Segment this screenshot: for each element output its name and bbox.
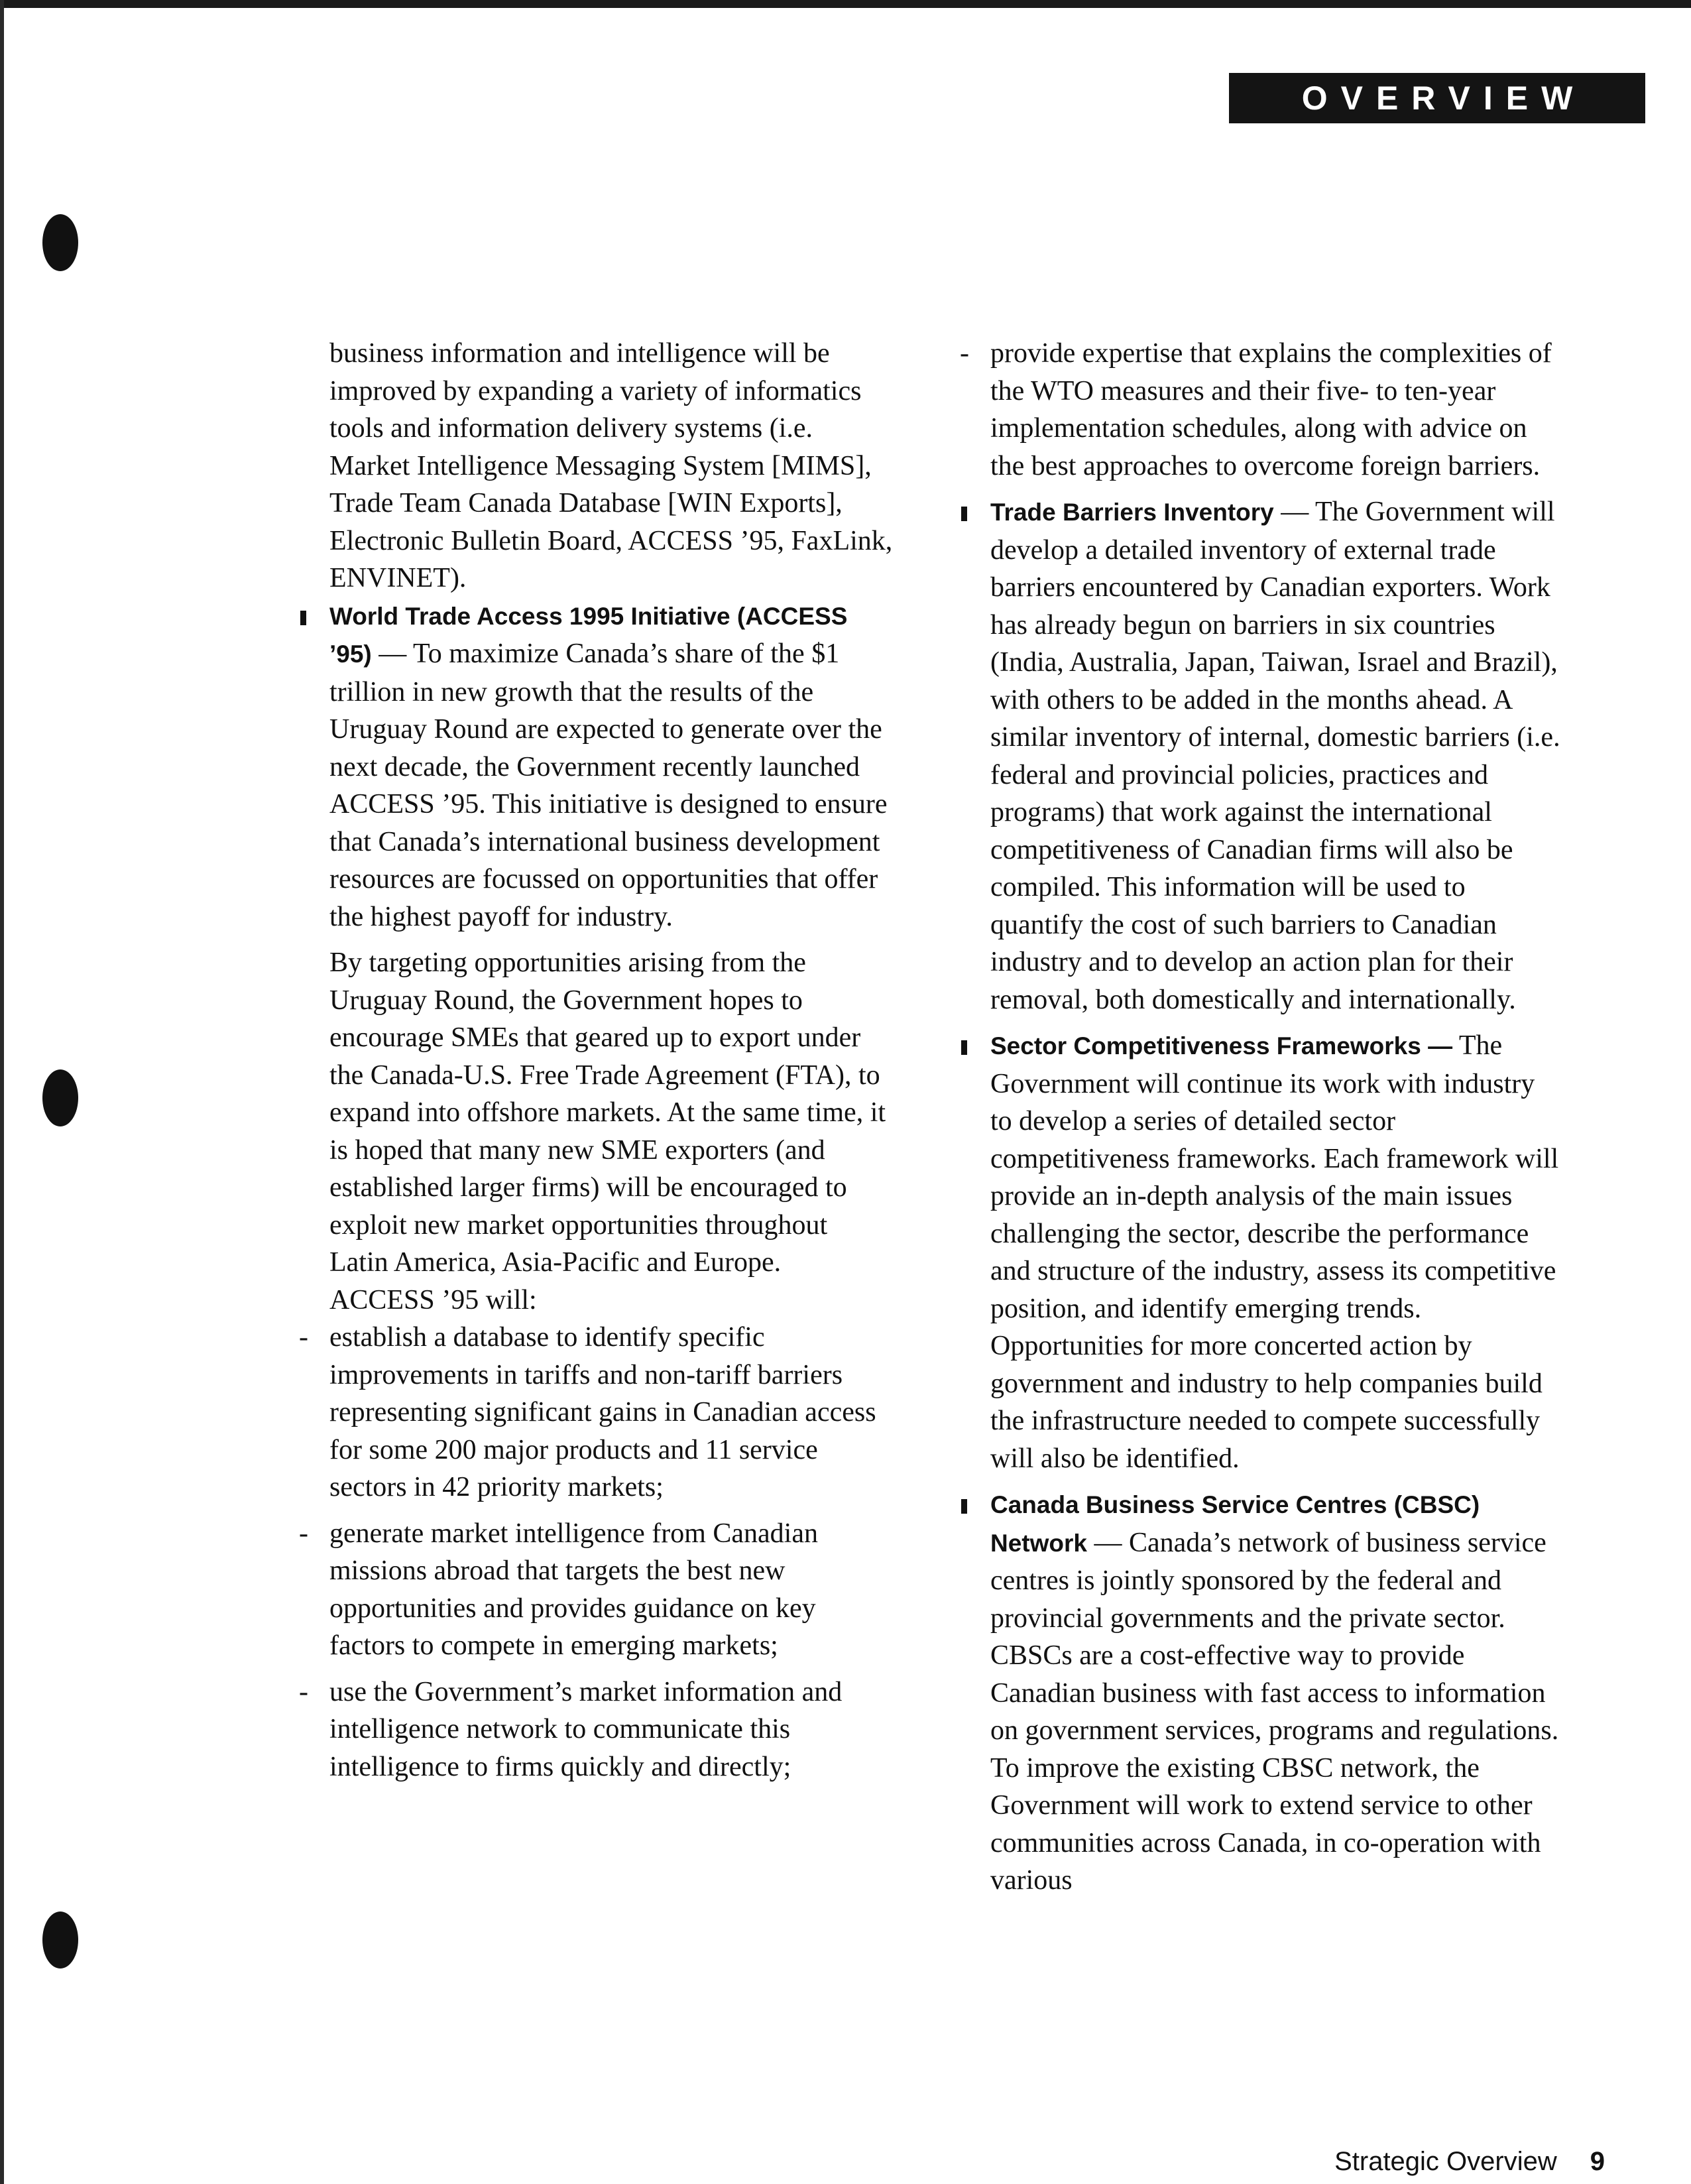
sector-frameworks-body: The Government will continue its work with industry to develop a series of detailed sector competitiveness frameworks. Each framework will provide an in-depth analysis of the main issues challenging the sector, describe the performance and structure of the industry, assess its competitive position, and identify emerging trends. Opportunities for more concerted action by government and industry to help companies build the infrastructure needed to compete successfully will also be identified.	[990, 1030, 1559, 1474]
sector-frameworks-item	[990, 1027, 1560, 1477]
list-item	[960, 335, 1560, 485]
cbsc-item	[990, 1486, 1560, 1900]
trade-barriers-body: — The Government will develop a detailed inventory of external trade barriers encountered by Canadian exporters. Work has already begun on barriers in six countries (India, Australia, Japan, Taiwan, Israel and Brazil), with others to be added in the months ahead. A similar inventory of internal, domestic barriers (i.e. federal and provincial policies, practices and programs) that work against the international competitiveness of Canadian firms will also be compiled. This information will be used to quantify the cost of such barriers to Canadian industry and to develop an action plan for their removal, both domestically and internationally.	[990, 497, 1560, 1015]
punch-hole-top	[42, 214, 78, 271]
access-will-label: ACCESS ’95 will:	[329, 1284, 537, 1315]
page-footer	[1334, 2147, 1605, 2177]
lead-paragraph: business information and intelligence will be improved by expanding a variety of informatics tools and information delivery systems (i.e. Market Intelligence Messaging System [MIMS], Trade Team Canada Database [WIN Exports], Electronic Bulletin Board, ACCESS ’95, FaxLink, ENVINET).	[329, 338, 893, 593]
dash-marker: -	[299, 1518, 308, 1549]
access-95-heading: World Trade Access 1995 Initiative (ACCESS ’95)	[329, 602, 848, 668]
left-border-rule	[0, 0, 4, 2184]
cbsc-heading: Canada Business Service Centres (CBSC) Network	[990, 1491, 1480, 1557]
targeting-paragraph: By targeting opportunities arising from the Uruguay Round, the Government hopes to encourage SMEs that geared up to export under the Canada-U.S. Free Trade Agreement (FTA), to expand into offshore markets. At the same time, it is hoped that many new SME exporters (and established larger firms) will be encouraged to exploit new market opportunities throughout Latin America, Asia-Pacific and Europe.	[329, 947, 886, 1278]
dash-marker: -	[299, 1676, 308, 1707]
dash-marker: -	[299, 1322, 308, 1353]
section-header: OVERVIEW	[1229, 73, 1645, 123]
page-number: 9	[1590, 2147, 1605, 2176]
list-item-text: provide expertise that explains the complexities of the WTO measures and their five- to ten-year implementation schedules, along with advice on the best approaches to overcome foreign barriers.	[990, 338, 1552, 481]
list-item	[299, 1319, 893, 1506]
sector-frameworks-heading: Sector Competitiveness Frameworks —	[990, 1032, 1453, 1060]
access-95-body: — To maximize Canada’s share of the $1 trillion in new growth that the results of the Uruguay Round are expected to generate over the next decade, the Government recently launched ACCESS ’95. This initiative is designed to ensure that Canada’s international business development resources are focussed on opportunities that offer the highest payoff for industry.	[329, 638, 888, 932]
trade-barriers-heading: Trade Barriers Inventory	[990, 499, 1274, 526]
list-item	[299, 1515, 893, 1665]
left-column	[299, 335, 893, 1794]
cbsc-body: — Canada’s network of business service centres is jointly sponsored by the federal and provincial governments and the private sector. CBSCs are a cost-effective way to provide Canadian business with fast access to information on government services, programs and regulations. To improve the existing CBSC network, the Government will work to extend service to other communities across Canada, in co-operation with various	[990, 1527, 1559, 1896]
list-item-text: use the Government’s market information and intelligence network to communicate this intelligence to firms quickly and directly;	[329, 1676, 843, 1782]
list-item-text: establish a database to identify specific improvements in tariffs and non-tariff barriers representing significant gains in Canadian access for some 200 major products and 11 service sectors in 42 priority markets;	[329, 1322, 876, 1502]
list-item-text: generate market intelligence from Canadian missions abroad that targets the best new opportunities and provides guidance on key factors to compete in emerging markets;	[329, 1518, 818, 1661]
punch-hole-bottom	[42, 1911, 78, 1969]
punch-hole-middle	[42, 1069, 78, 1126]
trade-barriers-item	[990, 493, 1560, 1018]
list-item	[299, 1673, 893, 1786]
dash-marker: -	[960, 338, 969, 369]
footer-section-title: Strategic Overview	[1334, 2147, 1557, 2176]
top-border-rule	[0, 0, 1691, 8]
right-column	[960, 335, 1560, 1908]
access-95-item	[329, 597, 893, 936]
